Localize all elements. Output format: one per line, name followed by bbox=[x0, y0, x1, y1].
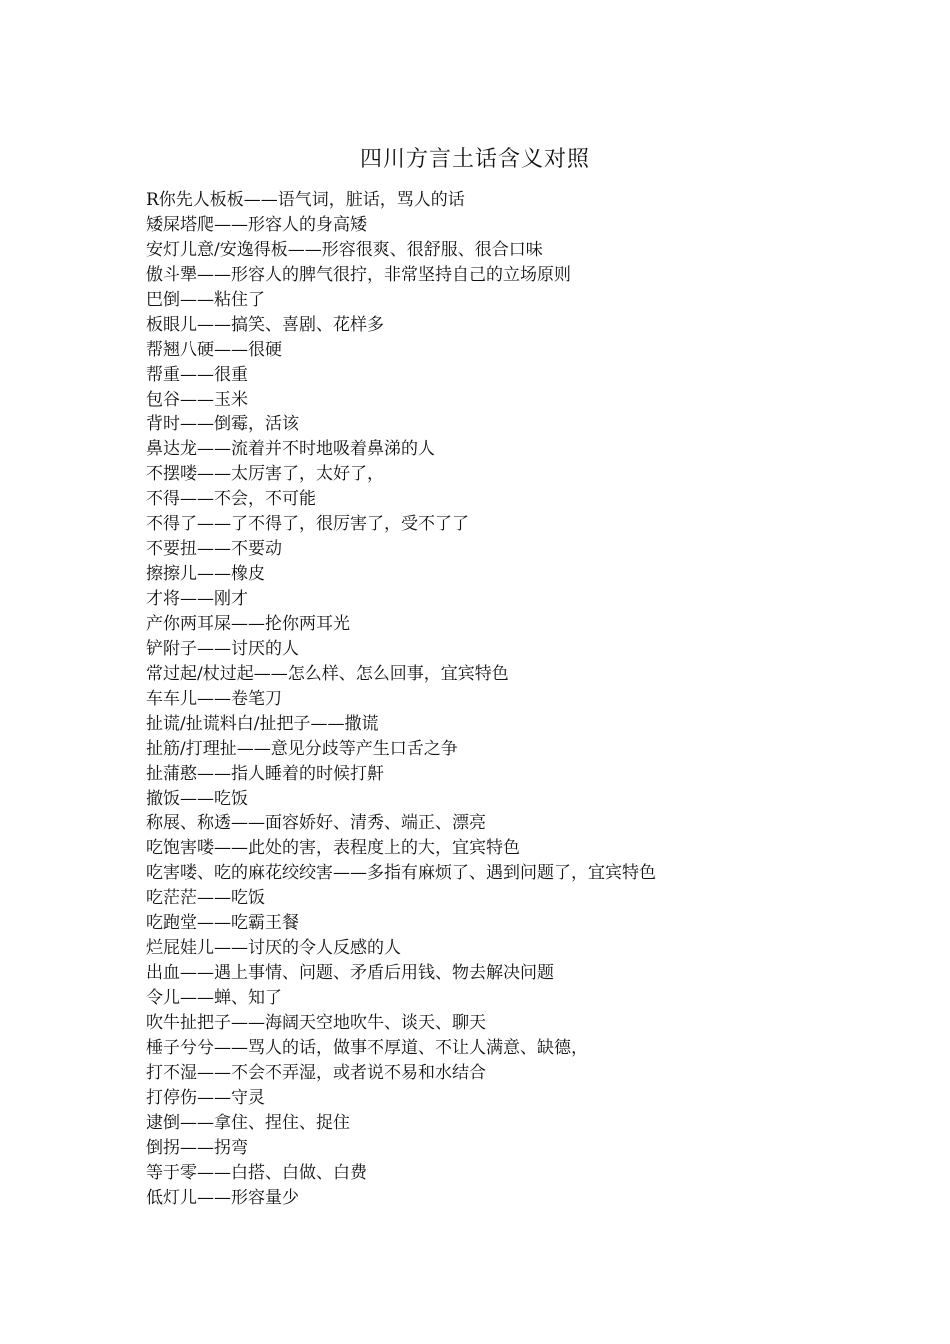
list-item: 鼻达龙——流着并不时地吸着鼻涕的人 bbox=[146, 439, 435, 460]
list-item: 倒拐——拐弯 bbox=[146, 1137, 248, 1158]
list-item: 低灯儿——形容量少 bbox=[146, 1187, 299, 1208]
list-item: 烂屁娃儿——讨厌的令人反感的人 bbox=[146, 938, 401, 959]
list-item: 撤饭——吃饭 bbox=[146, 788, 248, 809]
list-item: 吃跑堂——吃霸王餐 bbox=[146, 913, 299, 934]
list-item: 吃饱害喽——此处的害，表程度上的大，宜宾特色 bbox=[146, 838, 520, 859]
list-item: 产你两耳屎——抡你两耳光 bbox=[146, 613, 350, 634]
list-item: 出血——遇上事情、问题、矛盾后用钱、物去解决问题 bbox=[146, 963, 554, 984]
list-item: 巴倒——粘住了 bbox=[146, 289, 265, 310]
list-item: 矮屎塔爬——形容人的身高矮 bbox=[146, 214, 367, 235]
list-item: 令儿——蝉、知了 bbox=[146, 988, 282, 1008]
list-item: 不摆喽——太厉害了，太好了， bbox=[146, 464, 384, 485]
list-item: 不要扭——不要动 bbox=[146, 539, 282, 560]
list-item: 帮重——很重 bbox=[146, 364, 248, 385]
list-item: 才将——刚才 bbox=[146, 589, 248, 609]
list-item: 吃茫茫——吃饭 bbox=[146, 888, 265, 909]
list-item: 吹牛扯把子——海阔天空地吹牛、谈天、聊天 bbox=[146, 1012, 486, 1033]
list-item: 板眼儿——搞笑、喜剧、花样多 bbox=[146, 314, 384, 335]
list-item: 常过起/杖过起——怎么样、怎么回事，宜宾特色 bbox=[146, 663, 509, 684]
document-title: 四川方言土话含义对照 bbox=[359, 147, 590, 172]
list-item: 车车儿——卷笔刀 bbox=[146, 688, 282, 709]
list-item: 称展、称透——面容娇好、清秀、端正、漂亮 bbox=[146, 813, 486, 834]
list-item: 等于零——白搭、白做、白费 bbox=[146, 1162, 367, 1183]
list-item: 扯蒲憨——指人睡着的时候打鼾 bbox=[146, 763, 384, 784]
list-item: 打不湿——不会不弄湿，或者说不易和水结合 bbox=[146, 1062, 486, 1083]
list-item: 打停伤——守灵 bbox=[146, 1087, 265, 1108]
list-item: R你先人板板——语气词，脏话，骂人的话 bbox=[146, 190, 465, 210]
entry-list bbox=[146, 188, 926, 1210]
list-item: 包谷——玉米 bbox=[146, 389, 248, 410]
list-item: 傲斗犟——形容人的脾气很拧，非常坚持自己的立场原则 bbox=[146, 264, 571, 285]
list-item: 铲附子——讨厌的人 bbox=[146, 638, 299, 659]
list-item: 扯谎/扯谎料白/扯把子——撒谎 bbox=[146, 713, 379, 734]
list-item: 安灯儿意/安逸得板——形容很爽、很舒服、很合口味 bbox=[146, 239, 543, 260]
list-item: 背时——倒霉，活该 bbox=[146, 414, 299, 435]
list-item: 帮翘八硬——很硬 bbox=[146, 339, 282, 360]
list-item: 擦擦儿——橡皮 bbox=[146, 564, 265, 585]
list-item: 吃害喽、吃的麻花绞绞害——多指有麻烦了、遇到问题了，宜宾特色 bbox=[146, 863, 656, 884]
list-item: 棰子兮兮——骂人的话，做事不厚道、不让人满意、缺德， bbox=[146, 1037, 588, 1058]
list-item: 扯筋/打理扯——意见分歧等产生口舌之争 bbox=[146, 738, 458, 759]
list-item: 不得——不会，不可能 bbox=[146, 489, 316, 510]
list-item: 逮倒——拿住、捏住、捉住 bbox=[146, 1112, 350, 1133]
list-item: 不得了——了不得了，很厉害了，受不了了 bbox=[146, 514, 469, 535]
